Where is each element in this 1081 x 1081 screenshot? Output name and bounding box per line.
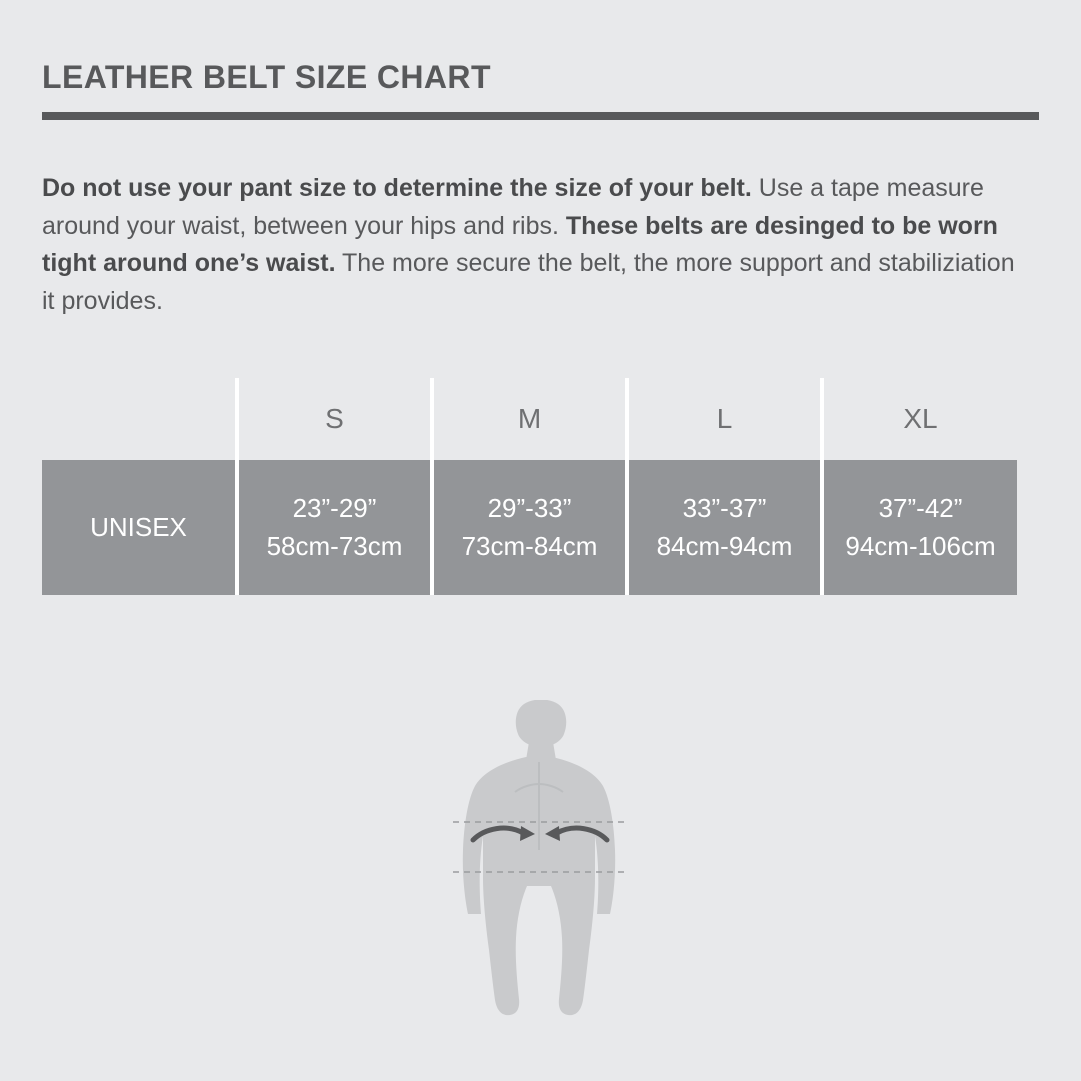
figure-wrap xyxy=(0,700,1081,1020)
waist-measurement-illustration xyxy=(411,700,671,1020)
title-divider xyxy=(42,112,1039,120)
title-block xyxy=(42,0,1039,120)
intro-paragraph xyxy=(42,170,1017,320)
column-header-l: L xyxy=(627,378,822,460)
cell-size-l xyxy=(627,460,822,595)
cell-size-xl-inches: 37”-42” xyxy=(878,493,963,524)
cell-size-s xyxy=(237,460,432,595)
column-header-s: S xyxy=(237,378,432,460)
column-header-m: M xyxy=(432,378,627,460)
table-header-row xyxy=(42,378,1017,460)
cell-size-m-inches: 29”-33” xyxy=(487,493,572,524)
row-label-unisex: UNISEX xyxy=(42,460,237,595)
cell-size-xl xyxy=(822,460,1017,595)
column-header-blank xyxy=(42,378,237,460)
cell-size-s-inches: 23”-29” xyxy=(292,493,377,524)
size-table xyxy=(42,378,1017,595)
table-row xyxy=(42,460,1017,595)
intro-bold-1: Do not use your pant size to determine the size of your belt. xyxy=(42,174,752,203)
cell-size-l-inches: 33”-37” xyxy=(682,493,767,524)
body-silhouette xyxy=(462,700,614,1015)
intro-bold-2: These belts are desinged to be worn tight around one’s waist. xyxy=(42,211,998,278)
cell-size-xl-cm: 94cm-106cm xyxy=(845,530,996,561)
cell-size-s-cm: 58cm-73cm xyxy=(266,530,403,561)
cell-size-m-cm: 73cm-84cm xyxy=(461,530,598,561)
intro-text-2: The more secure the belt, the more support and stabiliziation it provides. xyxy=(42,249,1015,315)
intro-text-1: Use a tape measure around your waist, between your hips and ribs. xyxy=(42,174,984,240)
cell-size-m xyxy=(432,460,627,595)
cell-size-l-cm: 84cm-94cm xyxy=(656,530,793,561)
page-title: LEATHER BELT SIZE CHART xyxy=(42,59,491,95)
column-header-xl: XL xyxy=(822,378,1017,460)
